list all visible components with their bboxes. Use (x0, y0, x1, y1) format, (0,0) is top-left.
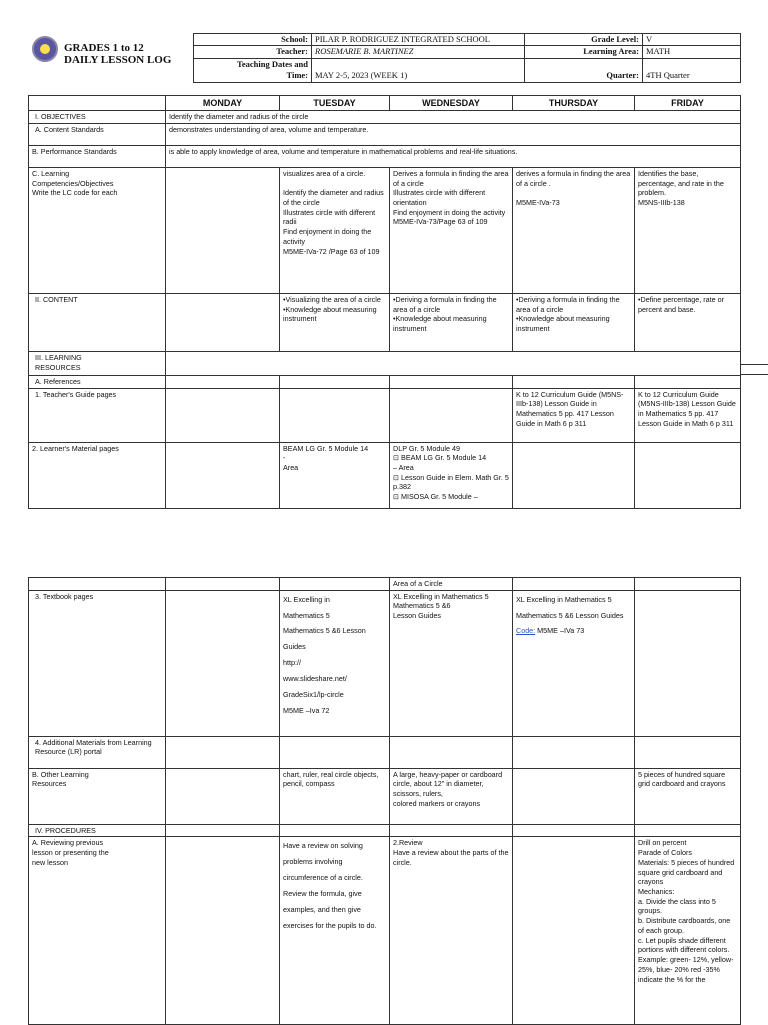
learning-resources-blank (166, 351, 741, 375)
lc-label: C. Learning Competencies/Objectives Write the LC code for each (29, 167, 166, 293)
tg-tuesday (280, 388, 390, 442)
objectives-label: I. OBJECTIVES (29, 111, 166, 124)
proc-thursday (513, 824, 635, 837)
deped-logo (32, 36, 58, 62)
cont-friday (635, 578, 741, 591)
olr-friday: 5 pieces of hundred square grid cardboard and crayons (635, 768, 741, 824)
lesson-log-table-2 (28, 577, 741, 1025)
objectives-text: Identify the diameter and radius of the circle (166, 111, 741, 124)
tb-monday (166, 590, 280, 736)
lm-thursday (513, 442, 635, 508)
proc-wednesday (390, 824, 513, 837)
tb-tuesday: XL Excelling in Mathematics 5 Mathematics 5 &6 Lesson Guides http:// www.slideshare.net/ GradeSix1/lp-circle M5ME –Iva 72 (280, 590, 390, 736)
quarter-label: Quarter: (525, 58, 643, 82)
lc-thursday: derives a formula in finding the area of a circle . M5ME-IVa-73 (513, 167, 635, 293)
lm-wednesday: DLP Gr. 5 Module 49 ⊡ BEAM LG Gr. 5 Module 14 – Area ⊡ Lesson Guide in Elem. Math Gr. 5 p.382 ⊡ MISOSA Gr. 5 Module – (390, 442, 513, 508)
lc-friday: Identifies the base, percentage, and rate in the problem. M5NS-IIIb-138 (635, 167, 741, 293)
ref-thursday (513, 375, 635, 388)
proc-tuesday (280, 824, 390, 837)
ref-friday (635, 375, 741, 388)
performance-standards-label: B. Performance Standards (29, 145, 166, 167)
content-wednesday: •Deriving a formula in finding the area of a circle •Knowledge about measuring instrument (390, 293, 513, 351)
content-monday (166, 293, 280, 351)
header-info-table (193, 33, 741, 83)
am-friday (635, 736, 741, 768)
rev-thursday (513, 837, 635, 1025)
ref-tuesday (280, 375, 390, 388)
row-extension-line (740, 374, 768, 375)
cont-label (29, 578, 166, 591)
tb-thursday (513, 590, 635, 736)
lc-monday (166, 167, 280, 293)
rev-friday: Drill on percent Parade of Colors Materials: 5 pieces of hundred square grid cardboard and crayons Mechanics: a. Divide the class into 5 groups. b. Distribute cardboards, one of each group. c. Let pupils shade different portions with different colors. Example: green- 12%, yellow- 25%, blue- 20% red -35% indicate the % for the (635, 837, 741, 1025)
references-label: A. References (29, 375, 166, 388)
day-thursday: THURSDAY (513, 96, 635, 111)
am-thursday (513, 736, 635, 768)
teaching-dates-label-line2: Time: (286, 70, 308, 81)
teacher-value: ROSEMARIE B. MARTINEZ (312, 46, 525, 58)
corner-cell (29, 96, 166, 111)
olr-wednesday: A large, heavy-paper or cardboard circle, about 12" in diameter, scissors, rulers, colored markers or crayons (390, 768, 513, 824)
content-standards-text: demonstrates understanding of area, volume and temperature. (166, 123, 741, 145)
document-title (64, 42, 171, 66)
lc-tuesday: visualizes area of a circle. Identify the diameter and radius of the circle Illustrates circle with different radii Find enjoyment in doing the activity M5ME-IVa-72 /Page 63 of 109 (280, 167, 390, 293)
other-resources-label: B. Other Learning Resources (29, 768, 166, 824)
lm-friday (635, 442, 741, 508)
lc-wednesday: Derives a formula in finding the area of a circle Illustrates circle with different orientation Find enjoyment in doing the activity M5ME-IVa-73/Page 63 of 109 (390, 167, 513, 293)
ref-monday (166, 375, 280, 388)
lesson-log-table-1 (28, 95, 741, 509)
teaching-dates-value: MAY 2-5, 2023 (WEEK 1) (312, 58, 525, 82)
code-link[interactable]: Code: (516, 626, 536, 636)
tb-thursday-code (516, 623, 631, 639)
tg-friday: K to 12 Curriculum Guide (M5NS-IIIb-138) Lesson Guide in Mathematics 5 pp. 417 Lesson Guide in Math 6 p 311 (635, 388, 741, 442)
quarter-value: 4TH Quarter (643, 58, 741, 82)
reviewing-label: A. Reviewing previous lesson or presenting the new lesson (29, 837, 166, 1025)
olr-tuesday: chart, ruler, real circle objects, pencil, compass (280, 768, 390, 824)
grade-level-value: V (643, 34, 741, 46)
learning-resources-label: III. LEARNING RESOURCES (29, 351, 166, 375)
tg-wednesday (390, 388, 513, 442)
learning-area-value: MATH (643, 46, 741, 58)
tb-wednesday: XL Excelling in Mathematics 5 Mathematics 5 &6 Lesson Guides (390, 590, 513, 736)
lm-monday (166, 442, 280, 508)
tb-thursday-text: XL Excelling in Mathematics 5 Mathematics 5 &6 Lesson Guides (516, 594, 624, 620)
teaching-dates-label (194, 58, 312, 82)
am-tuesday (280, 736, 390, 768)
lm-tuesday: BEAM LG Gr. 5 Module 14 - Area (280, 442, 390, 508)
school-value: PILAR P. RODRIGUEZ INTEGRATED SCHOOL (312, 34, 525, 46)
textbook-pages-label: 3. Textbook pages (29, 590, 166, 736)
content-tuesday: •Visualizing the area of a circle •Knowledge about measuring instrument (280, 293, 390, 351)
title-line-1: GRADES 1 to 12 (64, 42, 144, 54)
tg-monday (166, 388, 280, 442)
ref-wednesday (390, 375, 513, 388)
olr-monday (166, 768, 280, 824)
rev-wednesday: 2.Review Have a review about the parts of the circle. (390, 837, 513, 1025)
teacher-label: Teacher: (194, 46, 312, 58)
day-tuesday: TUESDAY (280, 96, 390, 111)
code-value: M5ME –IVa 73 (535, 626, 585, 636)
procedures-label: IV. PROCEDURES (29, 824, 166, 837)
cont-monday (166, 578, 280, 591)
school-label: School: (194, 34, 312, 46)
cont-tuesday (280, 578, 390, 591)
content-label: II. CONTENT (29, 293, 166, 351)
am-monday (166, 736, 280, 768)
teaching-dates-label-line1: Teaching Dates and (236, 58, 308, 69)
content-friday: •Define percentage, rate or percent and base. (635, 293, 741, 351)
day-wednesday: WEDNESDAY (390, 96, 513, 111)
proc-friday (635, 824, 741, 837)
cont-wednesday: Area of a Circle (390, 578, 513, 591)
proc-monday (166, 824, 280, 837)
day-friday: FRIDAY (635, 96, 741, 111)
learners-material-label: 2. Learner's Material pages (29, 442, 166, 508)
tg-thursday: K to 12 Curriculum Guide (M5NS-IIIb-138) Lesson Guide in Mathematics 5 pp. 417 Lesson Guide in Math 6 p 311 (513, 388, 635, 442)
rev-tuesday: Have a review on solving problems involving circumference of a circle. Review the formula, give examples, and then give exercises for the pupils to do. (280, 837, 390, 1025)
learning-area-label: Learning Area: (525, 46, 643, 58)
content-standards-label: A. Content Standards (29, 123, 166, 145)
day-monday: MONDAY (166, 96, 280, 111)
grade-level-label: Grade Level: (525, 34, 643, 46)
performance-standards-text: is able to apply knowledge of area, volume and temperature in mathematical problems and real-life situations. (166, 145, 741, 167)
additional-materials-label: 4. Additional Materials from Learning Resource (LR) portal (29, 736, 166, 768)
rev-monday (166, 837, 280, 1025)
olr-thursday (513, 768, 635, 824)
cont-thursday (513, 578, 635, 591)
teachers-guide-label: 1. Teacher's Guide pages (29, 388, 166, 442)
content-thursday: •Deriving a formula in finding the area of a circle •Knowledge about measuring instrument (513, 293, 635, 351)
row-extension-line (740, 364, 768, 365)
tb-friday (635, 590, 741, 736)
am-wednesday (390, 736, 513, 768)
title-line-2: DAILY LESSON LOG (64, 54, 172, 66)
